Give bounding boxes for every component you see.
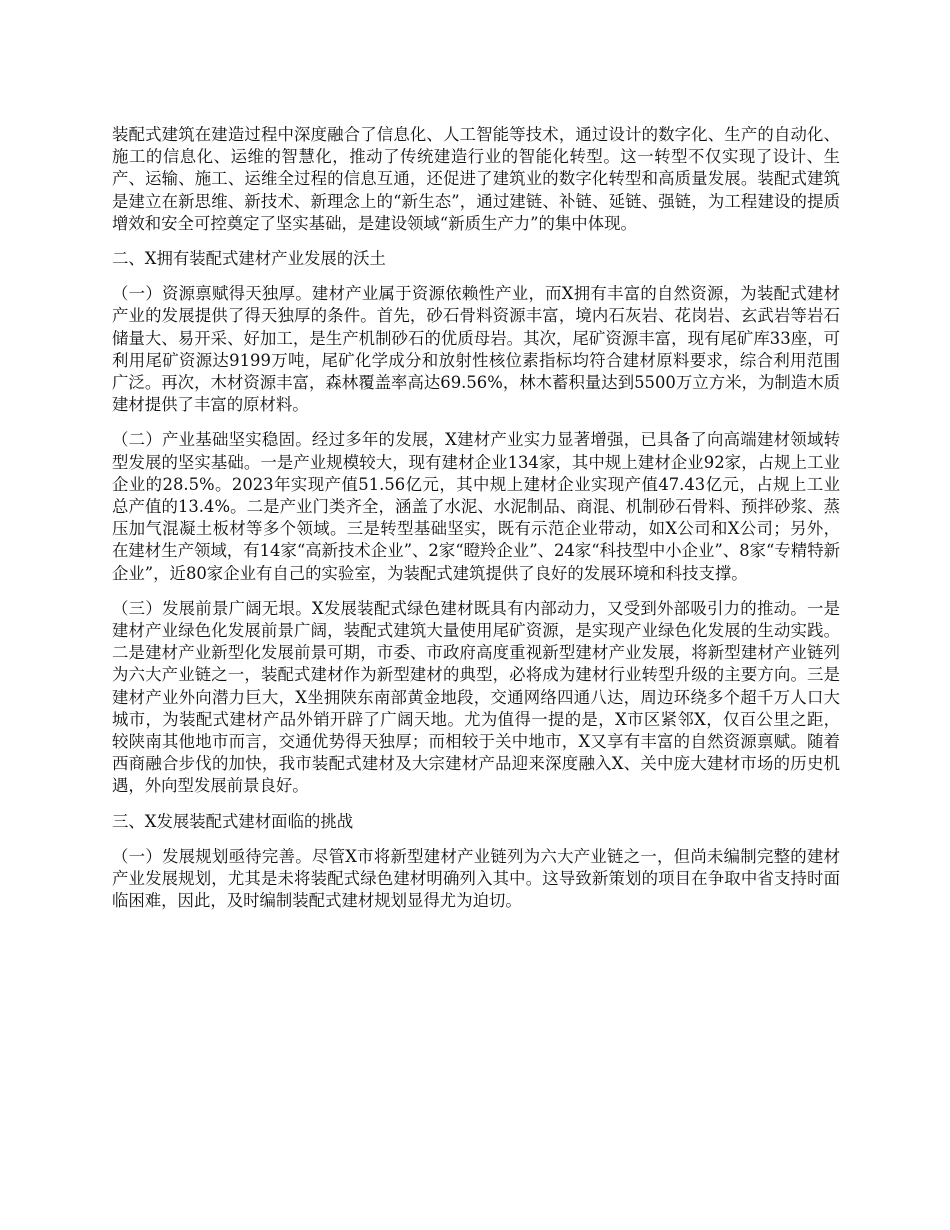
paragraph-resources: （一）资源禀赋得天独厚。建材产业属于资源依赖性产业，而X拥有丰富的自然资源，为装配式建材产业的发展提供了得天独厚的条件。首先，砂石骨料资源丰富，境内石灰岩、花岗岩、玄武岩等岩石储量大、易开采、好加工，是生产机制砂石的优质母岩。其次，尾矿资源丰富，现有尾矿库33座，可利用尾矿资源达9199万吨，尾矿化学成分和放射性核位素指标均符合建材原料要求，综合利用范围广泛。再次，木材资源丰富，森林覆盖率高达69.56%，林木蓄积量达到5500万立方米，为制造木质建材提供了丰富的原材料。	[112, 284, 840, 415]
section-heading-2: 二、X拥有装配式建材产业发展的沃土	[112, 249, 386, 269]
paragraph-planning: （一）发展规划亟待完善。尽管X市将新型建材产业链列为六大产业链之一，但尚未编制完整的建材产业发展规划，尤其是未将装配式绿色建材明确列入其中。这导致新策划的项目在争取中省支持时面临困难，因此，及时编制装配式建材规划显得尤为迫切。	[112, 846, 840, 911]
paragraph-prospects: （三）发展前景广阔无垠。X发展装配式绿色建材既具有内部动力，又受到外部吸引力的推动。一是建材产业绿色化发展前景广阔，装配式建筑大量使用尾矿资源，是实现产业绿色化发展的生动实践。二是建材产业新型化发展前景可期，市委、市政府高度重视新型建材产业发展，将新型建材产业链列为六大产业链之一，装配式建材作为新型建材的典型，必将成为建材行业转型升级的主要方向。三是建材产业外向潜力巨大，X坐拥陕东南部黄金地段，交通网络四通八达，周边环绕多个超千万人口大城市，为装配式建材产品外销开辟了广阔天地。尤为值得一提的是，X市区紧邻X，仅百公里之距，较陕南其他地市而言，交通优势得天独厚；而相较于关中地市，X又享有丰富的自然资源禀赋。随着西商融合步伐的加快，我市装配式建材及大宗建材产品迎来深度融入X、关中庞大建材市场的历史机遇，外向型发展前景良好。	[112, 598, 840, 796]
document-body	[112, 124, 840, 926]
section-heading-3: 三、X发展装配式建材面临的挑战	[112, 811, 354, 831]
paragraph-industry-base: （二）产业基础坚实稳固。经过多年的发展，X建材产业实力显著增强，已具备了向高端建材领域转型发展的坚实基础。一是产业规模较大，现有建材企业134家，其中规上建材企业92家，占规上工业企业的28.5%。2023年实现产值51.56亿元，其中规上建材企业实现产值47.43亿元，占规上工业总产值的13.4%。二是产业门类齐全，涵盖了水泥、水泥制品、商混、机制砂石骨料、预拌砂浆、蒸压加气混凝土板材等多个领域。三是转型基础坚实，既有示范企业带动，如X公司和X公司；另外，在建材生产领域，有14家“高新技术企业”、2家“瞪羚企业”、24家“科技型中小企业”、8家“专精特新企业”，近80家企业有自己的实验室，为装配式建筑提供了良好的发展环境和科技支撑。	[112, 430, 840, 583]
paragraph-intro: 装配式建筑在建造过程中深度融合了信息化、人工智能等技术，通过设计的数字化、生产的自动化、施工的信息化、运维的智慧化，推动了传统建造行业的智能化转型。这一转型不仅实现了设计、生产、运输、施工、运维全过程的信息互通，还促进了建筑业的数字化转型和高质量发展。装配式建筑是建立在新思维、新技术、新理念上的“新生态”，通过建链、补链、延链、强链，为工程建设的提质增效和安全可控奠定了坚实基础，是建设领域“新质生产力”的集中体现。	[112, 125, 840, 233]
